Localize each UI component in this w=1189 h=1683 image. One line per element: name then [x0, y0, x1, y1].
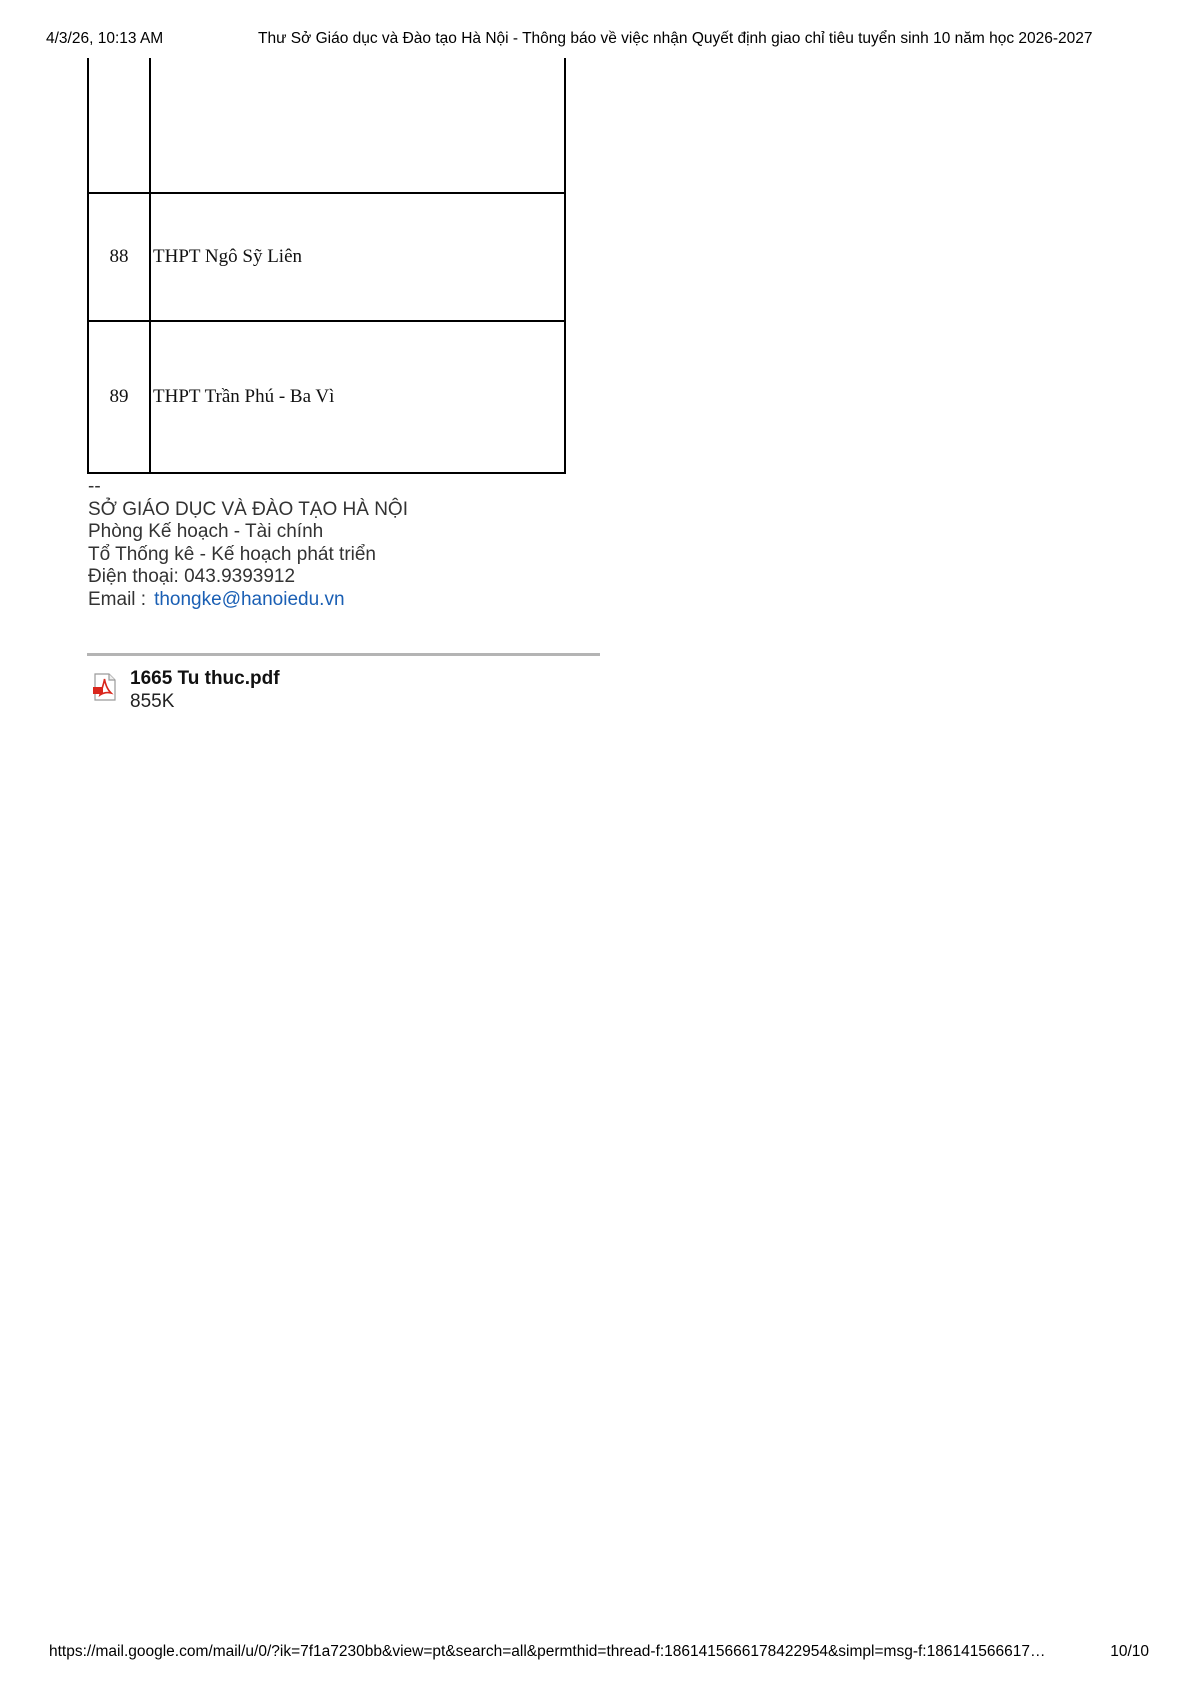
row-number: 88 — [88, 193, 150, 321]
table-row — [88, 321, 565, 473]
school-name — [150, 58, 565, 193]
school-name: THPT Ngô Sỹ Liên — [150, 193, 565, 321]
table-row — [88, 193, 565, 321]
attachment-divider — [87, 653, 600, 656]
email-link[interactable]: thongke@hanoiedu.vn — [154, 588, 345, 610]
row-number — [88, 58, 150, 193]
attachment-filename[interactable]: 1665 Tu thuc.pdf — [130, 668, 280, 689]
school-name: THPT Trần Phú - Ba Vì — [150, 321, 565, 473]
attachment-size: 855K — [130, 691, 175, 712]
signature-email-line — [88, 589, 408, 612]
table-row — [88, 58, 565, 193]
signature-separator: -- — [88, 476, 101, 497]
signature-department: Phòng Kế hoạch - Tài chính — [88, 521, 324, 543]
attachment-info — [130, 667, 280, 713]
email-signature — [88, 476, 408, 612]
print-url: https://mail.google.com/mail/u/0/?ik=7f1a7230bb&view=pt&search=all&permthid=thread-f:1861415666178422954&simpl=msg-f:186141566617… — [49, 1643, 1046, 1660]
schools-table — [87, 58, 566, 474]
signature-org: SỞ GIÁO DỤC VÀ ĐÀO TẠO HÀ NỘI — [88, 498, 408, 520]
row-number: 89 — [88, 321, 150, 473]
print-title: Thư Sở Giáo dục và Đào tạo Hà Nội - Thông báo về việc nhận Quyết định giao chỉ tiêu tuyển sinh 10 năm học 2026-2027 — [258, 30, 1093, 47]
print-datetime: 4/3/26, 10:13 AM — [46, 30, 164, 47]
signature-phone: Điện thoại: 043.9393912 — [88, 566, 296, 588]
email-label: Email : — [88, 588, 147, 610]
signature-team: Tổ Thống kê - Kế hoạch phát triển — [88, 543, 376, 565]
page-number: 10/10 — [1110, 1643, 1149, 1660]
pdf-file-icon — [92, 673, 118, 701]
